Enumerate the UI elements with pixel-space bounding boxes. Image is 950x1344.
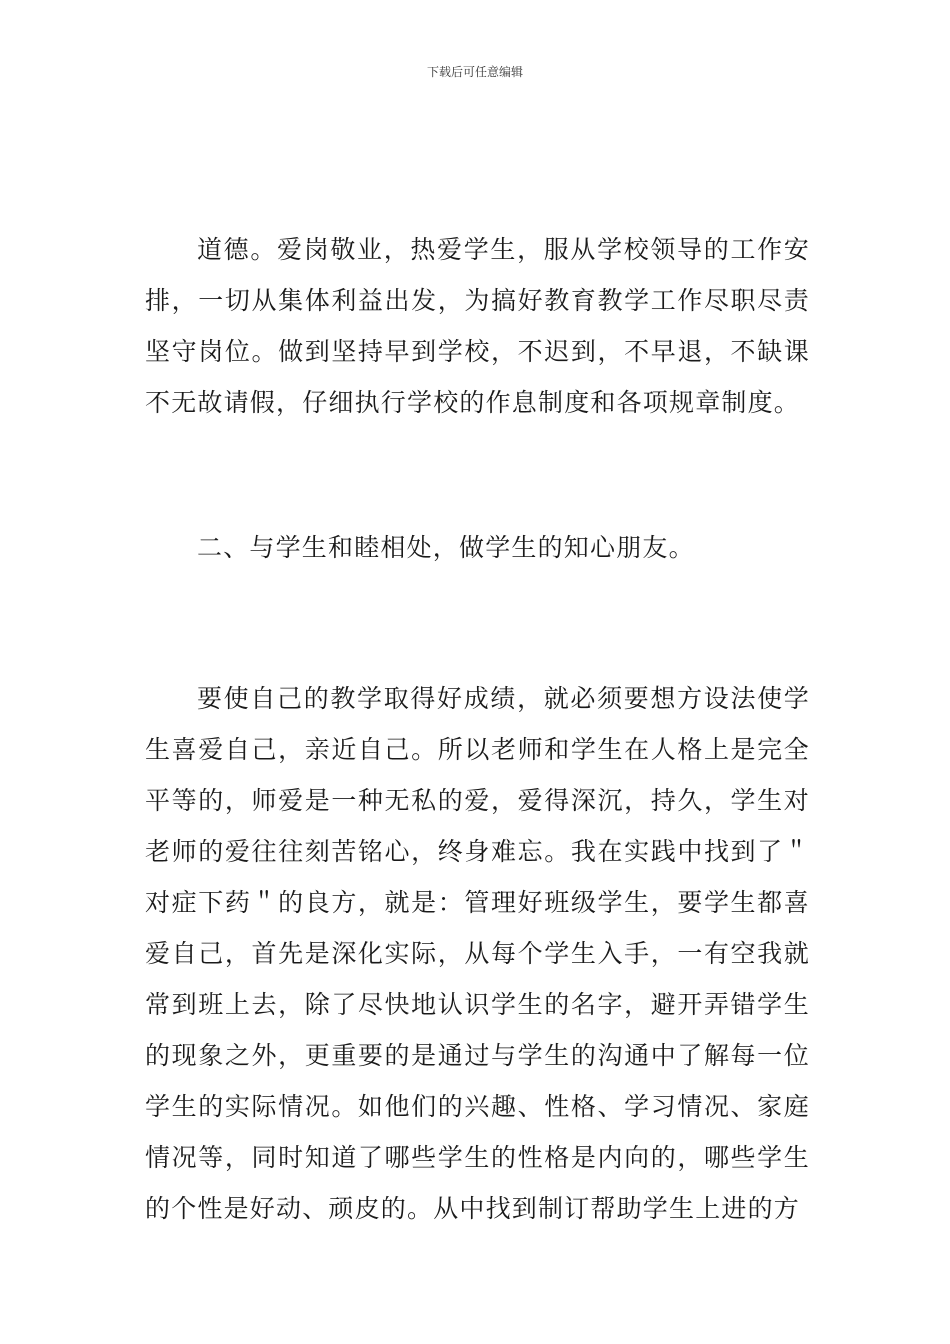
- paragraph-student-affection: 要使自己的教学取得好成绩，就必须要想方设法使学生喜爱自己，亲近自己。所以老师和学生在人格上是完全平等的，师爱是一种无私的爱，爱得深沉，持久，学生对老师的爱往往刻苦铭心，终身难忘。我在实践中找到了＂对症下药＂的良方，就是：管理好班级学生，要学生都喜爱自己，首先是深化实际，从每个学生入手，一有空我就常到班上去，除了尽快地认识学生的名字，避开弄错学生的现象之外，更重要的是通过与学生的沟通中了解每一位学生的实际情况。如他们的兴趣、性格、学习情况、家庭情况等，同时知道了哪些学生的性格是内向的，哪些学生的个性是好动、顽皮的。从中找到制订帮助学生上进的方: [145, 684, 810, 1223]
- paragraph-work-ethic: 道德。爱岗敬业，热爱学生，服从学校领导的工作安排，一切从集体利益出发，为搞好教育教学工作尽职尽责坚守岗位。做到坚持早到学校，不迟到，不早退，不缺课不无故请假，仔细执行学校的作息制度和各项规章制度。: [145, 235, 810, 417]
- section-heading-student-relations: 二、与学生和睦相处，做学生的知心朋友。: [197, 533, 695, 562]
- page-header-note: 下载后可任意编辑: [426, 65, 523, 79]
